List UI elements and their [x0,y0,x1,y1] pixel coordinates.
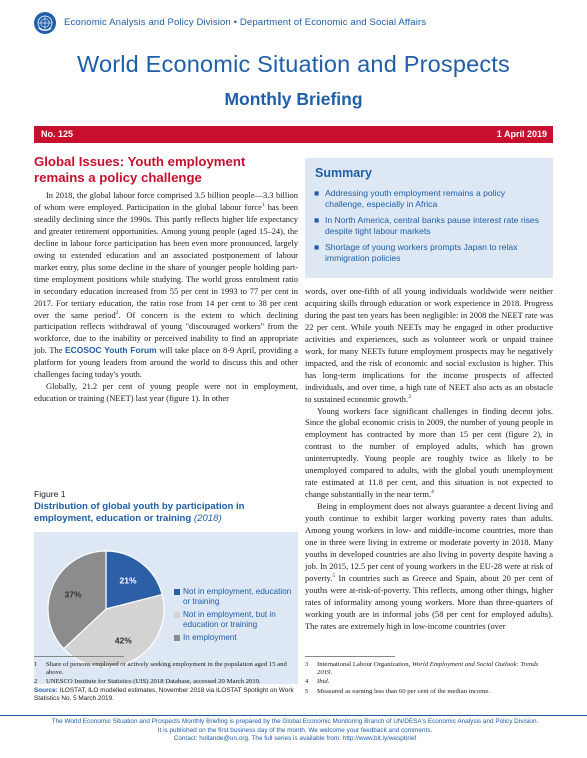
summary-item [313,188,545,210]
issue-bar [34,126,553,143]
footnote [305,661,553,677]
article-body-left [34,190,298,405]
summary-item [313,215,545,237]
footnote-number: 1 [34,661,38,668]
paragraph-2: Globally, 21.2 per cent of young people were not in employment, education or training (NEET) last year (figure 1). In other [34,381,298,404]
pie-slice-label: 42% [114,635,132,646]
footnote-ref-4: 4 [431,489,434,496]
footnotes-left [34,661,298,688]
masthead [34,12,554,36]
paragraph-5 [305,501,553,632]
paragraph-4 [305,406,553,502]
summary-item-text: Addressing youth employment remains a policy challenge, especially in Africa [325,188,506,209]
bullet-icon: ■ [314,188,320,198]
legend-label: Not in employment, but in education or training [183,610,276,629]
footnotes-right [305,661,553,697]
pie-slice-label: 37% [64,589,82,600]
footnote [305,678,553,686]
footnote-text: Measured as earning less than 60 per cent of the median income. [317,687,491,695]
bullet-icon: ■ [314,215,320,225]
footnote-rule-right [305,656,395,657]
footer-rule [0,715,587,716]
figure-title [34,501,298,525]
publication-subtitle: Monthly Briefing [224,89,363,109]
paragraph-3-text: words, over one-fifth of all young individuals worldwide were neither acquiring skills through education or work experience in 2018. Progress during the past ten years has been negligible: in 2008 the NEET rate was 22 per cent. While youth NEETs may be engaged in other productive activities and experiences, such as volunteer work or unpaid trainee work, for many NEETs future employment prospects may be negatively impacted, and the risk of economic and social exclusion is higher. This has long-term implications for the income prospects of affected individuals, and over time, a high rate of NEET also acts as an obstacle to sustained economic growth. [305,286,553,404]
issue-number: No. 125 [41,129,74,139]
footnote [305,688,553,696]
article-body-right [305,286,553,633]
footnote-ref-1: 1 [261,202,265,209]
source-text: ILOSTAT, ILO modelled estimates, November 2018 via ILOSTAT Spotlight on Work Statistics No. 5 March 2019. [34,687,294,702]
summary-item-text: Shortage of young workers prompts Japan to relax immigration policies [325,242,518,263]
paragraph-5-text-b: In countries such as Greece and Spain, about 20 per cent of youths were at-risk-of-poverty. This reflects, among other things, higher rates of informality among young workers. More than three-quarters of working youth are in informal jobs (58 per cent for employed adults). The rates are extremely high in low-income countries (over [305,572,553,631]
paragraph-1-text-c: . Of concern is the extent to which declining participation reflects withdrawal of young "discouraged workers" from the workforce, due to the inability or perceived inability to find an appropriate job. The [34,309,298,356]
page-footer [10,718,580,744]
paragraph-5-text-a: Being in employment does not always guarantee a decent living and youth continue to exhibit larger working poverty rates than adults. Among young workers in low- and middle-income countries, more than one in three were living in extreme or moderate poverty in 2018. Many youths in developed countries are also living in poverty despite having a job. In 2015, 12.5 per cent of young workers in the EU-28 were at risk of poverty. [305,501,553,583]
legend-label: Not in employment, education or training [183,587,292,606]
division-line: Economic Analysis and Policy Division • Department of Economic and Social Affairs [64,17,427,28]
summary-list [313,188,545,269]
paragraph-1-text-d: will take place on 8-9 April, providing a platform for young leaders from around the world to discuss this and other challenges facing today's youth. [34,345,299,380]
footer-contact-line[interactable]: Contact: hollande@un.org. The full series is available from: http://www.bit.ly/wespbrief [173,735,417,743]
legend-item [174,587,296,606]
figure-label: Figure 1 [34,489,66,499]
figure-title-year: (2018) [193,513,222,524]
ecosoc-youth-forum-link[interactable]: ECOSOC Youth Forum [65,345,157,356]
paragraph-4-text: Young workers face significant challenges in finding decent jobs. Since the global economic crisis in 2009, the number of young people in employment has contracted by more than 15 per cent (figure 2), in contrast to the number of employed adults, which has grown uninterruptedly. Young people are roughly twice as likely to be unemployed compared to adults, with the global youth unemployment rate estimated at 11.8 per cent, and this situation is not expected to change substantially in the near term. [305,405,553,500]
article-title: Global Issues: Youth employment remains a policy challenge [34,154,246,185]
footnote-number: 4 [305,678,309,686]
footnote-text: UNESCO Institute for Statistics (UIS) 2018 Database, accessed 20 March 2019. [46,678,261,686]
footer-line: The World Economic Situation and Prospects Monthly Briefing is prepared by the Global Economic Monitoring Branch of UN/DESA's Economic Analysis and Policy Division. [51,718,539,725]
paragraph-1-text-a: In 2018, the global labour force comprised 3.5 billion people—3.3 billion of whom were employed. Participation in the global labour force [34,190,298,212]
footnote-number: 5 [305,687,309,695]
paragraph-3 [305,286,553,406]
legend-item [174,633,296,643]
footnote-text: International Labour Organization, [317,661,412,668]
legend-label: In employment [183,633,237,642]
figure-source [34,687,298,703]
footnote-text: Share of persons employed or actively seeking employment in the population aged 15 and above. [46,661,287,677]
footnote-text-end: . [330,669,333,677]
footnote-rule-left [34,656,124,657]
paragraph-1-text-b: has been steadily declining since the 1990s. This partly reflects higher life expectancy and greater retirement opportunities. Among young people (aged 15–24), the decline in labour force participation has been even more pronounced, largely owing to extended education and an associated postponement of labour market entry, plus some decline in the share of younger people holding part-time employment positions while studying. The world gross enrolment ratio in secondary education increased from 55 per cent in 1993 to 77 per cent in 2017. For tertiary education, the ratio rose from 14 per cent to 38 per cent over the same period [34,201,298,320]
footnote-ref-3: 3 [408,393,411,400]
footnote-number: 3 [305,661,309,668]
summary-item-text: In North America, central banks pause interest rate rises despite tight labour markets [325,215,539,236]
footer-line: It is published on the first business day of the month. We welcome your feedback and comments. [157,726,433,734]
left-column [34,154,298,405]
summary-box [305,158,553,278]
figure-title-text: Distribution of global youth by participation in employment, education or training [34,501,245,524]
source-label: Source: [34,687,58,694]
footnote [34,678,298,686]
footnote-title: World Employment and Social Outlook: Trends 2019 [317,661,539,677]
pie-slice-label: 21% [119,575,137,586]
bullet-icon: ■ [314,242,320,252]
summary-heading: Summary [315,166,372,180]
footnote-ref-5: 5 [332,573,336,580]
legend-item [174,610,296,629]
legend-swatch [174,635,180,641]
footnote [34,661,298,677]
issue-date: 1 April 2019 [496,129,547,139]
footnote-text: Ibid. [317,678,330,686]
paragraph-1 [34,190,298,381]
publication-title: World Economic Situation and Prospects [77,51,510,77]
footnote-number: 2 [34,678,38,686]
un-emblem-icon [34,12,56,34]
legend-swatch [174,589,180,595]
right-column [305,286,553,633]
summary-item [313,242,545,264]
legend-swatch [174,612,180,618]
footnote-ref-2: 2 [115,309,119,316]
chart-legend [174,587,296,647]
